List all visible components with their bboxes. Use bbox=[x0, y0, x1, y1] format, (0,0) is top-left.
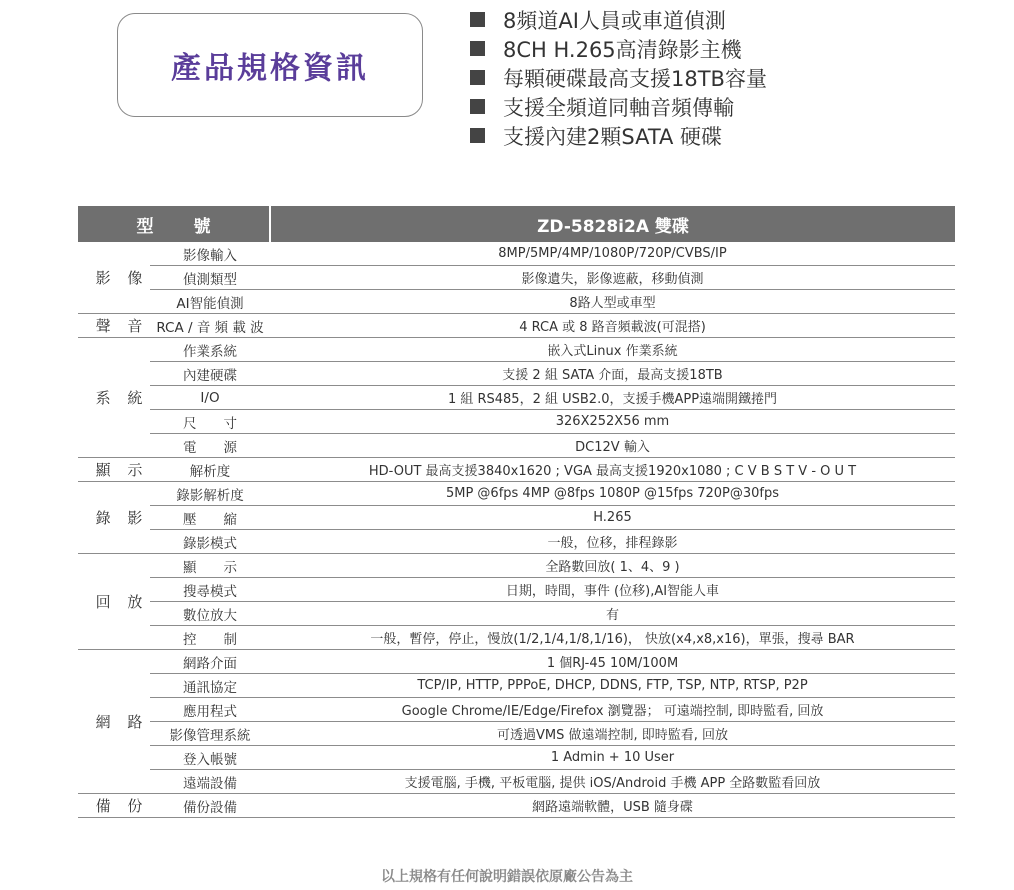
table-row bbox=[78, 626, 955, 650]
feature-item bbox=[470, 92, 767, 121]
spec-label: 應用程式 bbox=[150, 698, 270, 722]
spec-value: 1 個RJ-45 10M/100M bbox=[270, 650, 955, 674]
group-label: 系 統 bbox=[78, 338, 150, 458]
bullet-square-icon bbox=[470, 12, 485, 27]
group-label: 顯 示 bbox=[78, 458, 150, 482]
spec-label: 影像輸入 bbox=[150, 242, 270, 266]
spec-value: 326X252X56 mm bbox=[270, 410, 955, 434]
table-row bbox=[78, 242, 955, 266]
spec-label: 錄影模式 bbox=[150, 530, 270, 554]
table-row bbox=[78, 314, 955, 338]
feature-item bbox=[470, 5, 767, 34]
feature-list bbox=[470, 5, 767, 150]
table-row bbox=[78, 434, 955, 458]
page-title: 產品規格資訊 bbox=[171, 51, 369, 86]
spec-value: Google Chrome/IE/Edge/Firefox 瀏覽器； 可遠端控制, 即時監看, 回放 bbox=[270, 698, 955, 722]
spec-label: 壓 縮 bbox=[150, 506, 270, 530]
group-label: 網 路 bbox=[78, 650, 150, 794]
group-label: 錄 影 bbox=[78, 482, 150, 554]
spec-value: 一般，暫停，停止，慢放(1/2,1/4,1/8,1/16)， 快放(x4,x8,x16)，單張，搜尋 BAR bbox=[270, 626, 955, 650]
spec-value: 1 組 RS485，2 組 USB2.0，支援手機APP遠端開鐵捲門 bbox=[270, 386, 955, 410]
spec-label: 登入帳號 bbox=[150, 746, 270, 770]
bullet-square-icon bbox=[470, 99, 485, 114]
table-row bbox=[78, 770, 955, 794]
spec-value: 日期，時間，事件 (位移),AI智能人車 bbox=[270, 578, 955, 602]
spec-label: 網路介面 bbox=[150, 650, 270, 674]
model-name: ZD-5828i2A 雙碟 bbox=[270, 206, 955, 242]
bullet-square-icon bbox=[470, 70, 485, 85]
spec-value: 1 Admin + 10 User bbox=[270, 746, 955, 770]
model-header-label: 型號 bbox=[78, 206, 270, 242]
feature-text: 8CH H.265高清錄影主機 bbox=[503, 37, 742, 62]
table-row bbox=[78, 266, 955, 290]
spec-label: 通訊協定 bbox=[150, 674, 270, 698]
spec-label: 解析度 bbox=[150, 458, 270, 482]
feature-item bbox=[470, 121, 767, 150]
table-row bbox=[78, 554, 955, 578]
spec-label: 數位放大 bbox=[150, 602, 270, 626]
spec-value: 有 bbox=[270, 602, 955, 626]
spec-value: TCP/IP, HTTP, PPPoE, DHCP, DDNS, FTP, TSP, NTP, RTSP, P2P bbox=[270, 674, 955, 698]
spec-label: AI智能偵測 bbox=[150, 290, 270, 314]
table-header-row bbox=[78, 206, 955, 242]
spec-value: 影像遺失，影像遮蔽，移動偵測 bbox=[270, 266, 955, 290]
feature-text: 支援內建2顆SATA 硬碟 bbox=[503, 124, 723, 149]
group-label: 回 放 bbox=[78, 554, 150, 650]
spec-label: 顯 示 bbox=[150, 554, 270, 578]
bullet-square-icon bbox=[470, 41, 485, 56]
spec-label: I/O bbox=[150, 386, 270, 410]
spec-value: 8路人型或車型 bbox=[270, 290, 955, 314]
spec-value: HD-OUT 最高支援3840x1620 ; VGA 最高支援1920x1080 ; C V B S T V - O U T bbox=[270, 458, 955, 482]
spec-label: 偵測類型 bbox=[150, 266, 270, 290]
spec-label: 搜尋模式 bbox=[150, 578, 270, 602]
table-row bbox=[78, 386, 955, 410]
table-row bbox=[78, 578, 955, 602]
spec-value: 全路數回放( 1、4、9 ) bbox=[270, 554, 955, 578]
feature-text: 支援全頻道同軸音頻傳輸 bbox=[503, 95, 734, 120]
spec-label: 電 源 bbox=[150, 434, 270, 458]
group-label: 備 份 bbox=[78, 794, 150, 818]
table-row bbox=[78, 722, 955, 746]
spec-value: 8MP/5MP/4MP/1080P/720P/CVBS/IP bbox=[270, 242, 955, 266]
table-row bbox=[78, 338, 955, 362]
table-row bbox=[78, 530, 955, 554]
feature-item bbox=[470, 63, 767, 92]
feature-item bbox=[470, 34, 767, 63]
spec-label: 作業系統 bbox=[150, 338, 270, 362]
table-row bbox=[78, 698, 955, 722]
table-row bbox=[78, 794, 955, 818]
spec-value: 支援 2 組 SATA 介面，最高支援18TB bbox=[270, 362, 955, 386]
table-row bbox=[78, 362, 955, 386]
spec-value: DC12V 輸入 bbox=[270, 434, 955, 458]
disclaimer-footer: 以上規格有任何說明錯誤依原廠公告為主 bbox=[381, 869, 633, 885]
table-row bbox=[78, 650, 955, 674]
table-row bbox=[78, 506, 955, 530]
table-row bbox=[78, 482, 955, 506]
spec-value: H.265 bbox=[270, 506, 955, 530]
table-row bbox=[78, 674, 955, 698]
spec-value: 一般，位移，排程錄影 bbox=[270, 530, 955, 554]
bullet-square-icon bbox=[470, 128, 485, 143]
spec-label: 錄影解析度 bbox=[150, 482, 270, 506]
spec-value: 4 RCA 或 8 路音頻載波(可混搭) bbox=[270, 314, 955, 338]
table-row bbox=[78, 602, 955, 626]
title-box bbox=[117, 13, 423, 117]
spec-label: 內建硬碟 bbox=[150, 362, 270, 386]
spec-label: 遠端設備 bbox=[150, 770, 270, 794]
spec-label: 控 制 bbox=[150, 626, 270, 650]
table-row bbox=[78, 458, 955, 482]
group-label: 聲 音 bbox=[78, 314, 150, 338]
spec-label: 尺 寸 bbox=[150, 410, 270, 434]
spec-label: 備份設備 bbox=[150, 794, 270, 818]
spec-value: 支援電腦, 手機, 平板電腦, 提供 iOS/Android 手機 APP 全路數監看回放 bbox=[270, 770, 955, 794]
table-row bbox=[78, 410, 955, 434]
spec-label: 影像管理系統 bbox=[150, 722, 270, 746]
table-row bbox=[78, 746, 955, 770]
table-row bbox=[78, 290, 955, 314]
spec-value: 可透過VMS 做遠端控制, 即時監看, 回放 bbox=[270, 722, 955, 746]
spec-table bbox=[78, 206, 955, 818]
group-label: 影 像 bbox=[78, 242, 150, 314]
spec-value: 5MP @6fps 4MP @8fps 1080P @15fps 720P@30fps bbox=[270, 482, 955, 506]
spec-value: 網路遠端軟體，USB 隨身碟 bbox=[270, 794, 955, 818]
feature-text: 每顆硬碟最高支援18TB容量 bbox=[503, 66, 767, 91]
spec-value: 嵌入式Linux 作業系統 bbox=[270, 338, 955, 362]
feature-text: 8頻道AI人員或車道偵測 bbox=[503, 8, 726, 33]
spec-label: RCA / 音 頻 載 波 bbox=[150, 314, 270, 338]
